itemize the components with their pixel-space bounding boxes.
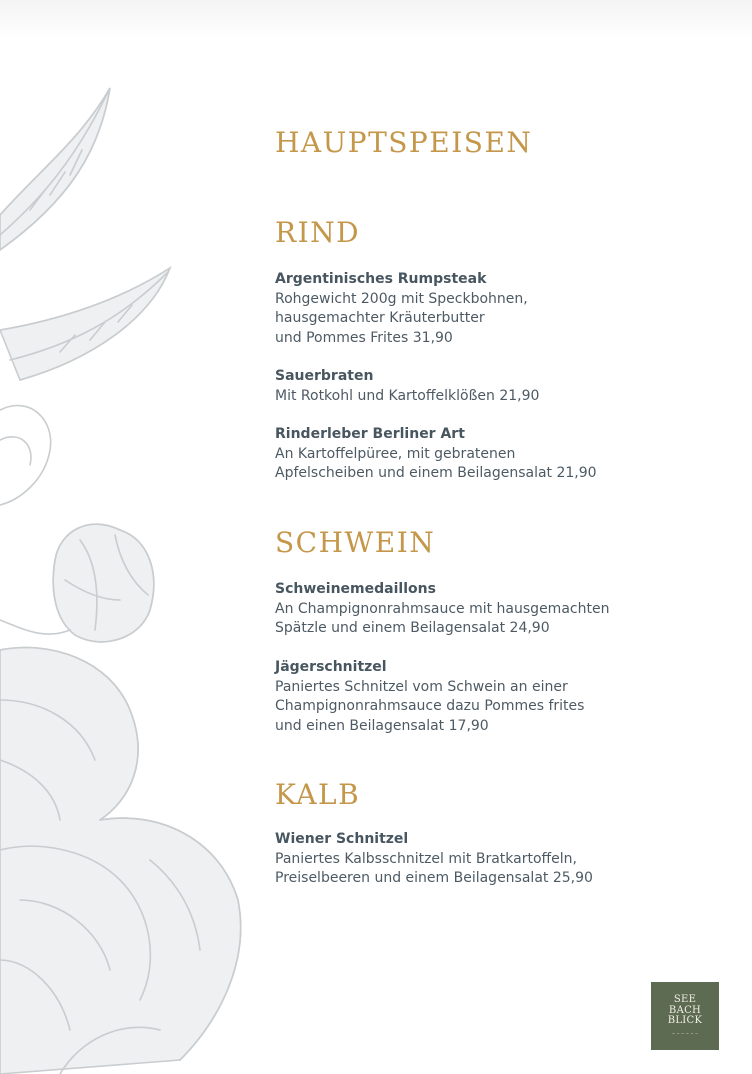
menu-item	[275, 367, 735, 406]
menu-item-name: Rinderleber Berliner Art	[275, 426, 465, 442]
menu-item-name: Wiener Schnitzel	[275, 831, 409, 847]
menu-item-description: Mit Rotkohl und Kartoffelklößen 21,90	[275, 387, 540, 404]
menu-item-description: Paniertes Schnitzel vom Schwein an einer Champignonrahmsauce dazu Pommes frites und einen Beilagensalat 17,90	[275, 678, 585, 734]
menu-item-name: Schweinemedaillons	[275, 581, 436, 597]
section-heading-kalb: KALB	[275, 778, 361, 811]
menu-item-name: Jägerschnitzel	[275, 659, 387, 675]
menu-item	[275, 270, 735, 348]
logo-line: BACH	[668, 1004, 702, 1016]
section-heading-schwein: SCHWEIN	[275, 526, 436, 559]
page-title: HAUPTSPEISEN	[275, 126, 533, 159]
floral-illustration	[0, 0, 260, 1074]
logo-tagline-ornament: ~ ~ ~ ~ ~ ~	[671, 1031, 699, 1036]
menu-item-description: Paniertes Kalbsschnitzel mit Bratkartoffeln, Preiselbeeren und einem Beilagensalat 25,90	[275, 850, 593, 886]
menu-item-description: An Kartoffelpüree, mit gebratenen Apfelscheiben und einem Beilagensalat 21,90	[275, 445, 597, 481]
menu-item	[275, 658, 735, 736]
seebachblick-logo	[651, 982, 719, 1050]
menu-item-name: Argentinisches Rumpsteak	[275, 271, 487, 287]
menu-item	[275, 830, 735, 889]
section-heading-rind: RIND	[275, 216, 361, 249]
logo-line: SEE	[673, 994, 697, 1005]
menu-item	[275, 580, 735, 639]
menu-item	[275, 425, 735, 484]
menu-item-description: Rohgewicht 200g mit Speckbohnen, hausgemachter Kräuterbutter und Pommes Frites 31,90	[275, 290, 528, 346]
logo-line: BLICK	[667, 1015, 703, 1026]
menu-item-description: An Champignonrahmsauce mit hausgemachten Spätzle und einem Beilagensalat 24,90	[275, 600, 610, 636]
menu-item-name: Sauerbraten	[275, 368, 374, 384]
